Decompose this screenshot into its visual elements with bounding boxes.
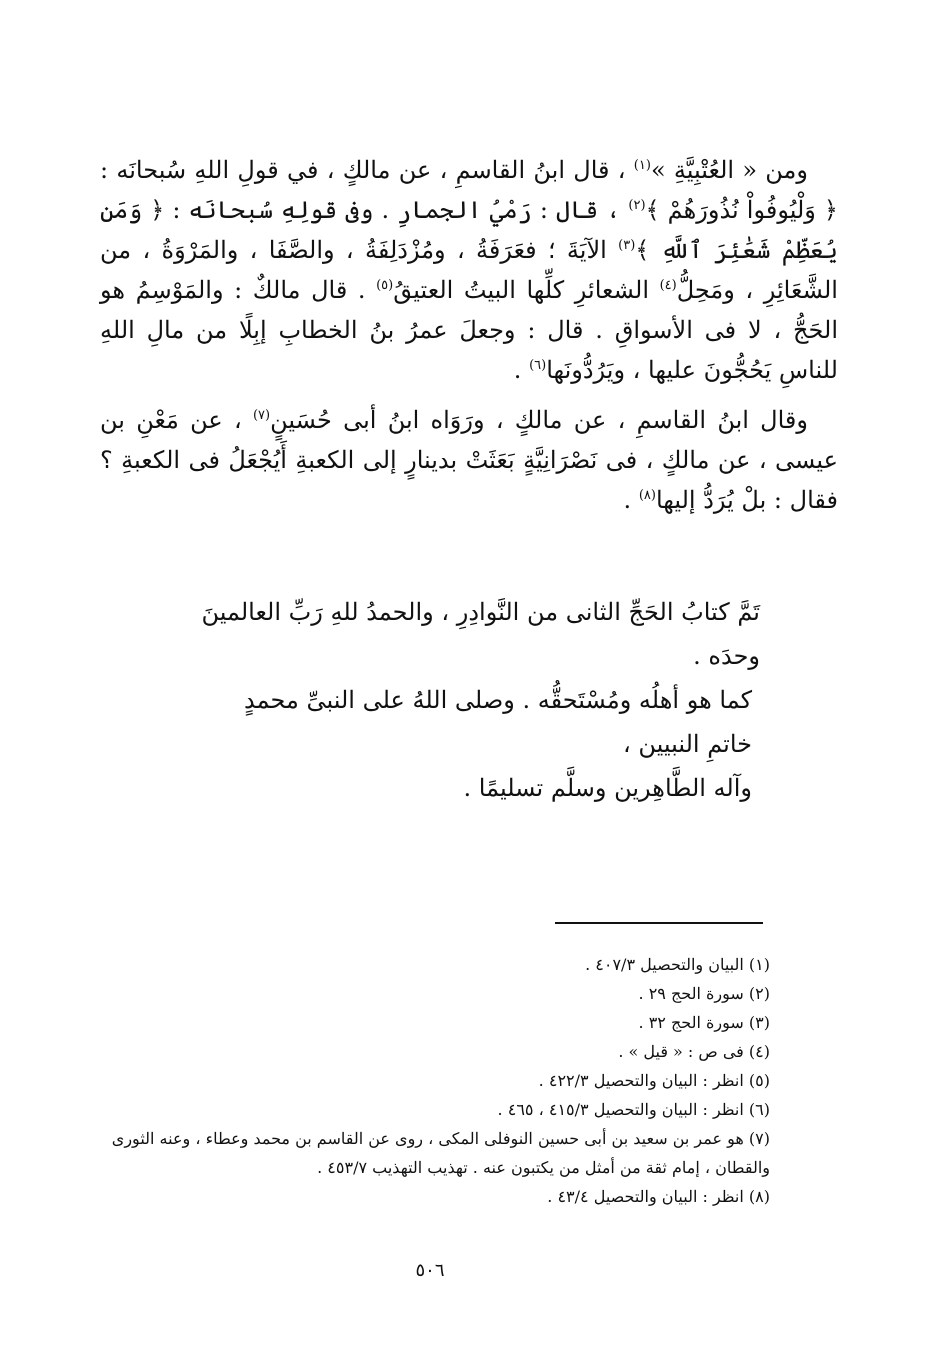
footnote-item: (٣) سورة الحج ٣٢ . bbox=[638, 1013, 770, 1032]
footnote-ref: (٨) bbox=[638, 488, 656, 503]
colophon-line: وآله الطَّاهِرين وسلَّم تسليمًا . bbox=[463, 774, 752, 802]
paragraph-text: . bbox=[623, 486, 632, 514]
footnote-ref: (٣) bbox=[618, 238, 636, 253]
paragraph-text: وقال ابنُ القاسمِ ، عن مالكٍ ، ورَوَاه ابنُ أبى حُسَينٍ bbox=[270, 406, 808, 434]
footnote-ref: (٢) bbox=[628, 198, 646, 213]
footnote-ref: (١) bbox=[633, 158, 651, 173]
footnote-item: (٨) انظر : البيان والتحصيل ٤٣/٤ . bbox=[547, 1187, 770, 1206]
paragraph-text: . bbox=[513, 356, 522, 384]
paragraph-text: ، قال ابنُ القاسمِ ، عن مالكٍ ، في قولِ اللهِ سُبحانَه : ﴿ وَلْيُوفُواْ نُذُورَهُمْ ﴾ bbox=[100, 156, 838, 224]
footnote-item: (٦) انظر : البيان والتحصيل ٤١٥/٣ ، ٤٦٥ . bbox=[497, 1100, 770, 1119]
page-number: ٥٠٦ bbox=[415, 1260, 445, 1281]
paragraph-1 bbox=[100, 150, 838, 390]
footnote-item: (١) البيان والتحصيل ٤٠٧/٣ . bbox=[585, 955, 770, 974]
footnote-ref: (٧) bbox=[252, 408, 271, 423]
footnote-ref: (٦) bbox=[529, 358, 547, 373]
colophon-line: كما هو أهلُه ومُسْتَحقُّه . وصلى اللهُ على النبىِّ محمدٍ خاتمِ النبيين ، bbox=[244, 686, 752, 758]
footnotes-list bbox=[90, 950, 770, 1211]
footnote-item: (٤) فى ص : « قيل » . bbox=[618, 1042, 770, 1061]
colophon-line: تَمَّ كتابُ الحَجِّ الثانى من النَّوادِرِ ، والحمدُ للهِ رَبِّ العالمينَ وحدَه . bbox=[201, 598, 760, 670]
paragraph-text: الآيَةَ ؛ فعَرَفَةُ ، ومُزْدَلِفَةُ ، والصَّفَا ، والمَرْوَةُ ، من الشَّعَائِرِ ، ومَحِلُّ bbox=[100, 236, 838, 304]
paragraph-text: ومن « العُتْبِيَّةِ » bbox=[650, 156, 808, 184]
footnote-item: (٢) سورة الحج ٢٩ . bbox=[638, 984, 770, 1003]
footnote-ref: (٥) bbox=[376, 278, 394, 293]
main-text bbox=[100, 150, 838, 520]
footnote-ref: (٤) bbox=[659, 278, 677, 293]
paragraph-text: ، عن مَعْنِ بن عيسى ، عن مالكٍ ، فى نَصْرَانِيَّةٍ بَعَثَتْ بدينارٍ إلى الكعبةِ أَيُجْعَلُ فى الكعبةِ ؟ فقال : بلْ يُرَدُّ إليها bbox=[100, 406, 838, 514]
footnote-item: (٧) هو عمر بن سعيد بن أبى حسين النوفلى المكى ، روى عن القاسم بن محمد وعطاء ، وعنه الثورى والقطان ، إمام ثقة من أمثل من يكتبون عنه . تهذيب التهذيب ٤٥٣/٧ . bbox=[111, 1129, 770, 1177]
paragraph-text: ، قال : رَمْيُ الجمارِ . وفى قولِهِ سُبحانَه : ﴿ وَمَن يُعَظِّمْ شَعَٰئِرَ ٱللَّهِ ﴾ bbox=[100, 196, 838, 264]
paragraph-text: الشعائرِ كلِّها البيتُ العتيقُ bbox=[393, 276, 650, 304]
paragraph-2 bbox=[100, 400, 838, 520]
closing-colophon bbox=[200, 590, 760, 810]
footnote-divider bbox=[555, 922, 763, 924]
paragraph-text: . قال مالكٌ : والمَوْسِمُ هو الحَجُّ ، لا فى الأسواقِ . قال : وجعلَ عمرُ بنُ الخطابِ إبِلًا من مالِ اللهِ للناسِ يَحُجُّونَ عليها ، ويَرُدُّونَها bbox=[100, 276, 838, 384]
footnote-item: (٥) انظر : البيان والتحصيل ٤٢٢/٣ . bbox=[538, 1071, 770, 1090]
